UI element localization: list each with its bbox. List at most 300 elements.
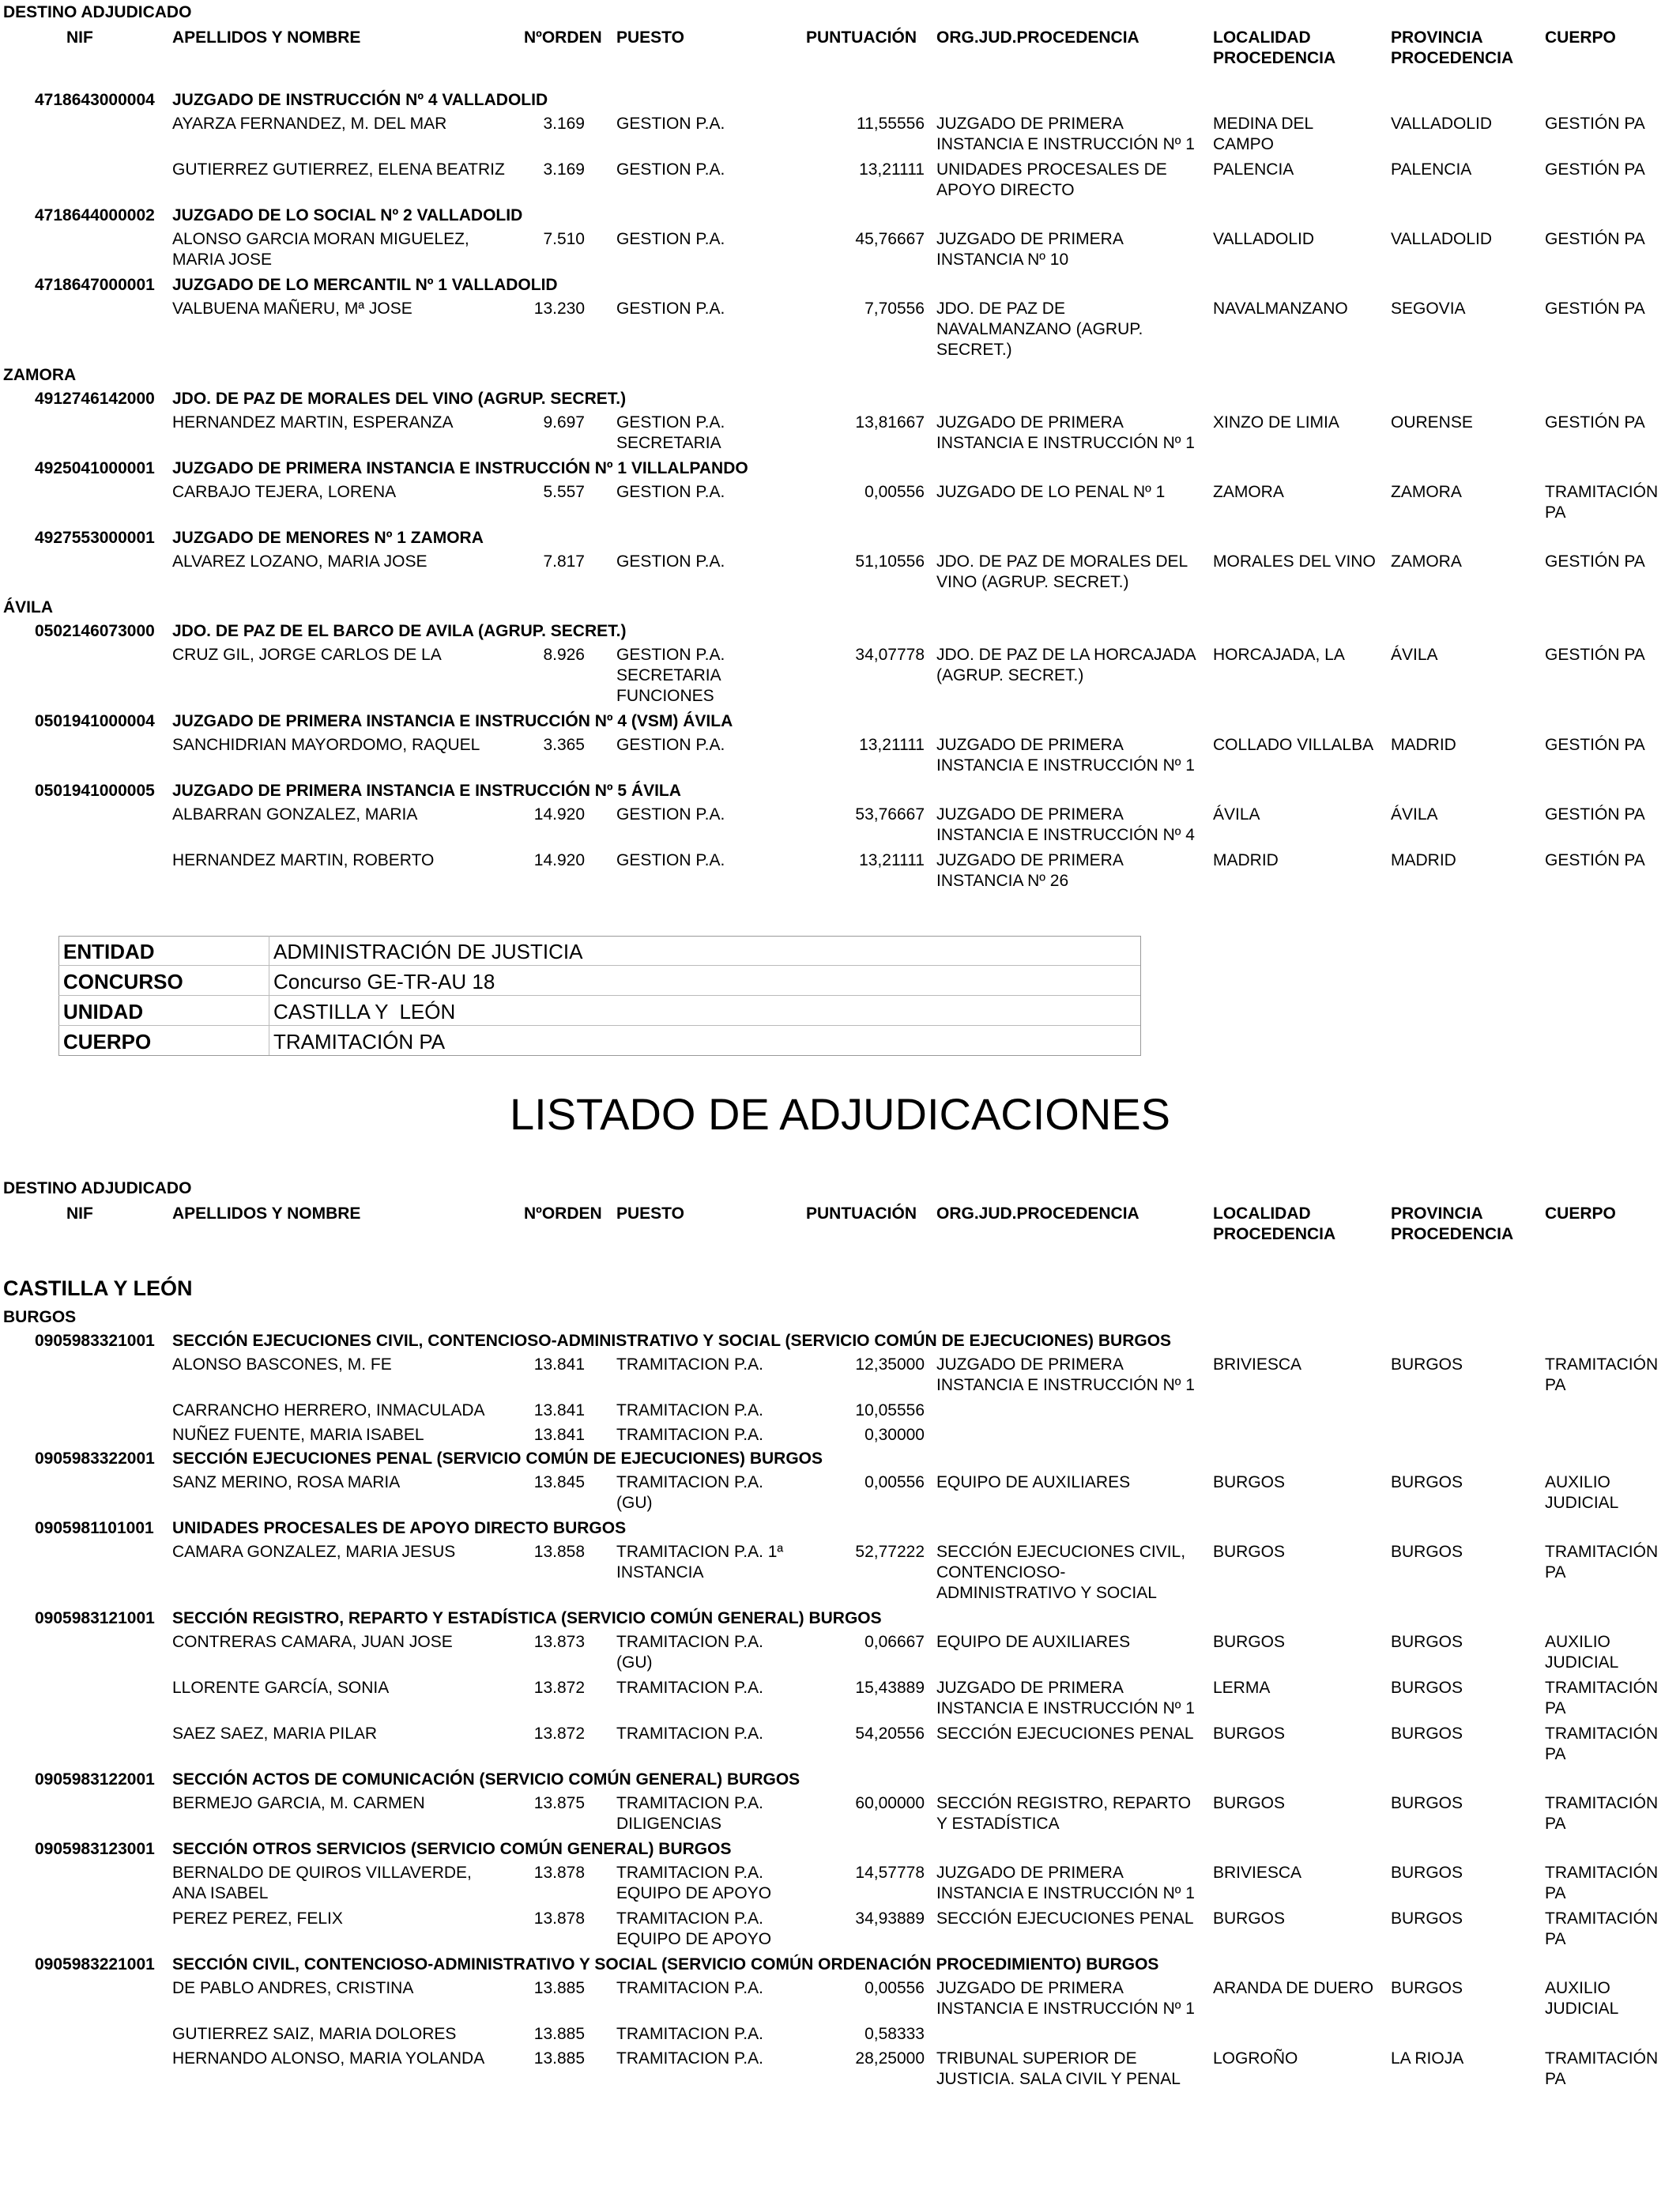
col-header-cuerpo: CUERPO: [1545, 28, 1616, 47]
sec2-table-row-puesto: TRAMITACION P.A.: [616, 1725, 763, 1743]
sec2-table-row-localidad: BURGOS: [1213, 1543, 1286, 1561]
sec2-table-row-puntuacion: 12,35000: [855, 1355, 925, 1374]
sec1-table-row-cuerpo: GESTIÓN PA: [1545, 851, 1645, 869]
sec1-table-row-puntuacion: 7,70556: [864, 300, 925, 318]
info-label-concurso: CONCURSO: [63, 970, 183, 993]
sec1-destino-code: 4718647000001: [35, 276, 155, 294]
sec1-table-row-cuerpo: GESTIÓN PA: [1545, 115, 1645, 133]
sec2-table-row-puntuacion: 60,00000: [855, 1794, 925, 1812]
sec1-table-row-localidad: XINZO DE LIMIA: [1213, 413, 1339, 432]
info-box-rule-1: [58, 965, 1140, 966]
sec1-table-row-org: UNIDADES PROCESALES DE: [936, 160, 1167, 179]
sec2-table-row-org: JUZGADO DE PRIMERA: [936, 1679, 1124, 1697]
sec1-table-row-nombre: ALBARRAN GONZALEZ, MARIA: [172, 805, 418, 824]
sec2-table-row-cuerpo: PA: [1545, 1815, 1566, 1833]
sec1-table-row-provincia: MADRID: [1391, 736, 1456, 754]
sec2-destino-name: SECCIÓN OTROS SERVICIOS (SERVICIO COMÚN GENERAL) BURGOS: [172, 1840, 732, 1858]
sec2-table-row-orden: 13.885: [533, 1979, 585, 1997]
sec2-table-row-localidad: BURGOS: [1213, 1725, 1286, 1743]
sec2-table-row-cuerpo: TRAMITACIÓN: [1545, 1864, 1659, 1882]
sec1-table-row-org: VINO (AGRUP. SECRET.): [936, 573, 1129, 591]
col-header-localidad-b2: PROCEDENCIA: [1213, 1225, 1336, 1243]
info-value-entidad: ADMINISTRACIÓN DE JUSTICIA: [273, 940, 583, 963]
sec2-table-row-cuerpo: TRAMITACIÓN: [1545, 1679, 1659, 1697]
page-title: LISTADO DE ADJUDICACIONES: [509, 1089, 1170, 1139]
sec1-table-row-puesto: GESTION P.A.: [616, 646, 725, 664]
sec2-table-row-puntuacion: 15,43889: [855, 1679, 925, 1697]
sec2-table-row-org: CONTENCIOSO-: [936, 1563, 1066, 1581]
sec2-table-row-nombre: GUTIERREZ SAIZ, MARIA DOLORES: [172, 2025, 457, 2043]
info-box-rule-3: [58, 1025, 1140, 1026]
sec1-table-row-puntuacion: 53,76667: [855, 805, 925, 824]
sec1-table-row-puntuacion: 0,00556: [864, 483, 925, 501]
sec1-table-row-orden: 7.510: [543, 230, 585, 248]
sec1-table-row-nombre: ALONSO GARCIA MORAN MIGUELEZ,: [172, 230, 469, 248]
sec2-table-row-nombre: CARRANCHO HERRERO, INMACULADA: [172, 1401, 485, 1419]
sec2-table-row-cuerpo: JUDICIAL: [1545, 2000, 1619, 2018]
sec2-destino-code: 0905983121001: [35, 1609, 155, 1627]
sec2-table-row-org: JUZGADO DE PRIMERA: [936, 1864, 1124, 1882]
destino-header: DESTINO ADJUDICADO: [3, 3, 192, 21]
sec1-table-row-puntuacion: 13,21111: [859, 851, 925, 869]
sec2-table-row-provincia: LA RIOJA: [1391, 2049, 1464, 2068]
sec1-table-row-cuerpo: GESTIÓN PA: [1545, 230, 1645, 248]
sec1-destino-code: 4718644000002: [35, 206, 155, 224]
sec2-table-row-puesto: (GU): [616, 1653, 653, 1672]
sec1-table-row-org: JUZGADO DE PRIMERA: [936, 736, 1124, 754]
sec2-table-row-orden: 13.885: [533, 2025, 585, 2043]
sec1-table-row-provincia: ZAMORA: [1391, 483, 1462, 501]
sec1-table-row-org: JUZGADO DE PRIMERA: [936, 230, 1124, 248]
sec1-table-row-orden: 8.926: [543, 646, 585, 664]
sec2-table-row-cuerpo: TRAMITACIÓN: [1545, 2049, 1659, 2068]
sec1-table-row-nombre: GUTIERREZ GUTIERREZ, ELENA BEATRIZ: [172, 160, 505, 179]
sec1-province-heading: ZAMORA: [3, 366, 77, 384]
sec2-table-row-org: SECCIÓN EJECUCIONES PENAL: [936, 1725, 1194, 1743]
sec1-table-row-cuerpo: GESTIÓN PA: [1545, 646, 1645, 664]
sec2-table-row-localidad: BURGOS: [1213, 1633, 1286, 1651]
sec1-table-row-provincia: VALLADOLID: [1391, 230, 1492, 248]
sec2-destino-code: 0905983322001: [35, 1449, 155, 1468]
sec2-table-row-puntuacion: 54,20556: [855, 1725, 925, 1743]
sec2-table-row-provincia: BURGOS: [1391, 1909, 1463, 1928]
sec1-table-row-nombre: HERNANDEZ MARTIN, ESPERANZA: [172, 413, 454, 432]
col-header-norden: NºORDEN: [524, 28, 602, 47]
sec1-table-row-localidad: NAVALMANZANO: [1213, 300, 1348, 318]
col-header-provincia: PROVINCIA: [1391, 28, 1483, 47]
sec1-table-row-orden: 5.557: [543, 483, 585, 501]
sec1-table-row-puesto: GESTION P.A.: [616, 851, 725, 869]
sec1-table-row-org: INSTANCIA Nº 26: [936, 872, 1069, 890]
sec1-table-row-localidad: CAMPO: [1213, 135, 1275, 153]
sec2-destino-name: SECCIÓN REGISTRO, REPARTO Y ESTADÍSTICA (SERVICIO COMÚN GENERAL) BURGOS: [172, 1609, 882, 1627]
col-header-norden-2: NºORDEN: [524, 1204, 602, 1223]
sec2-table-row-localidad: LOGROÑO: [1213, 2049, 1298, 2068]
sec2-table-row-nombre: ANA ISABEL: [172, 1884, 269, 1902]
sec2-table-row-org: EQUIPO DE AUXILIARES: [936, 1633, 1131, 1651]
info-value-concurso: Concurso GE-TR-AU 18: [273, 970, 495, 993]
sec1-table-row-cuerpo: TRAMITACIÓN: [1545, 483, 1659, 501]
sec2-table-row-nombre: HERNANDO ALONSO, MARIA YOLANDA: [172, 2049, 485, 2068]
sec1-table-row-puntuacion: 45,76667: [855, 230, 925, 248]
sec2-table-row-puntuacion: 0,00556: [864, 1473, 925, 1491]
sec1-table-row-org: SECRET.): [936, 341, 1012, 359]
sec1-table-row-cuerpo: GESTIÓN PA: [1545, 736, 1645, 754]
sec2-table-row-puesto: EQUIPO DE APOYO: [616, 1930, 772, 1948]
sec2-table-row-nombre: DE PABLO ANDRES, CRISTINA: [172, 1979, 414, 1997]
sec2-table-row-localidad: BURGOS: [1213, 1909, 1286, 1928]
sec2-table-row-puesto: TRAMITACION P.A.: [616, 1864, 763, 1882]
sec1-table-row-cuerpo: GESTIÓN PA: [1545, 805, 1645, 824]
sec2-table-row-puntuacion: 10,05556: [855, 1401, 925, 1419]
sec1-table-row-provincia: MADRID: [1391, 851, 1456, 869]
sec1-destino-code: 4718643000004: [35, 91, 155, 109]
sec1-table-row-localidad: ZAMORA: [1213, 483, 1284, 501]
info-value-unidad: CASTILLA Y LEÓN: [273, 1000, 456, 1023]
sec2-table-row-cuerpo: AUXILIO: [1545, 1979, 1610, 1997]
sec1-table-row-puesto: GESTION P.A.: [616, 552, 725, 571]
col-header-puntuacion-2: PUNTUACIÓN: [806, 1204, 917, 1223]
sec1-table-row-puesto: GESTION P.A.: [616, 115, 725, 133]
sec1-table-row-provincia: PALENCIA: [1391, 160, 1472, 179]
sec1-table-row-orden: 7.817: [543, 552, 585, 571]
sec2-table-row-puesto: TRAMITACION P.A.: [616, 1679, 763, 1697]
sec2-table-row-cuerpo: PA: [1545, 1745, 1566, 1763]
sec2-table-row-localidad: ARANDA DE DUERO: [1213, 1979, 1374, 1997]
sec2-table-row-puntuacion: 28,25000: [855, 2049, 925, 2068]
sec2-table-row-puesto: DILIGENCIAS: [616, 1815, 722, 1833]
sec2-table-row-org: INSTANCIA E INSTRUCCIÓN Nº 1: [936, 2000, 1195, 2018]
sec1-table-row-nombre: HERNANDEZ MARTIN, ROBERTO: [172, 851, 435, 869]
sec2-table-row-cuerpo: PA: [1545, 1884, 1566, 1902]
sec2-table-row-puesto: TRAMITACION P.A.: [616, 1426, 763, 1444]
sec2-table-row-nombre: ALONSO BASCONES, M. FE: [172, 1355, 392, 1374]
sec2-destino-code: 0905983321001: [35, 1332, 155, 1350]
sec1-table-row-puesto: GESTION P.A.: [616, 483, 725, 501]
sec1-destino-name: JDO. DE PAZ DE MORALES DEL VINO (AGRUP. SECRET.): [172, 390, 627, 408]
sec1-table-row-puesto: SECRETARIA: [616, 666, 721, 684]
sec2-destino-name: SECCIÓN ACTOS DE COMUNICACIÓN (SERVICIO COMÚN GENERAL) BURGOS: [172, 1770, 800, 1789]
sec1-table-row-orden: 3.169: [543, 160, 585, 179]
sec1-table-row-org: INSTANCIA Nº 10: [936, 251, 1069, 269]
sec2-table-row-cuerpo: AUXILIO: [1545, 1473, 1610, 1491]
sec2-table-row-puesto: EQUIPO DE APOYO: [616, 1884, 772, 1902]
sec1-table-row-org: NAVALMANZANO (AGRUP.: [936, 320, 1143, 338]
col-header-nif-2: NIF: [66, 1204, 93, 1223]
sec2-destino-code: 0905981101001: [35, 1519, 154, 1537]
sec1-table-row-org: INSTANCIA E INSTRUCCIÓN Nº 1: [936, 434, 1195, 452]
sec2-table-row-nombre: CONTRERAS CAMARA, JUAN JOSE: [172, 1633, 453, 1651]
sec1-table-row-cuerpo: GESTIÓN PA: [1545, 300, 1645, 318]
sec1-table-row-provincia: ÁVILA: [1391, 646, 1438, 664]
sec1-table-row-nombre: AYARZA FERNANDEZ, M. DEL MAR: [172, 115, 447, 133]
sec1-table-row-org: JUZGADO DE PRIMERA: [936, 805, 1124, 824]
sec2-table-row-orden: 13.885: [533, 2049, 585, 2068]
info-value-cuerpo: TRAMITACIÓN PA: [273, 1030, 446, 1054]
info-box: [58, 936, 1141, 1056]
sec1-table-row-nombre: SANCHIDRIAN MAYORDOMO, RAQUEL: [172, 736, 480, 754]
sec2-table-row-orden: 13.841: [533, 1401, 585, 1419]
sec1-destino-code: 0501941000004: [35, 712, 155, 730]
col-header-nombre: APELLIDOS Y NOMBRE: [172, 28, 361, 47]
sec2-table-row-cuerpo: TRAMITACIÓN: [1545, 1355, 1659, 1374]
sec1-table-row-localidad: MADRID: [1213, 851, 1279, 869]
sec1-table-row-org: (AGRUP. SECRET.): [936, 666, 1084, 684]
sec2-table-row-orden: 13.878: [533, 1909, 585, 1928]
sec1-table-row-orden: 14.920: [533, 851, 585, 869]
col-header-provincia-2: PROCEDENCIA: [1391, 49, 1514, 67]
sec2-table-row-localidad: LERMA: [1213, 1679, 1271, 1697]
sec1-table-row-localidad: ÁVILA: [1213, 805, 1260, 824]
sec2-table-row-puesto: TRAMITACION P.A.: [616, 1909, 763, 1928]
sec2-table-row-cuerpo: PA: [1545, 1930, 1566, 1948]
sec2-table-row-cuerpo: AUXILIO: [1545, 1633, 1610, 1651]
sec2-table-row-org: JUSTICIA. SALA CIVIL Y PENAL: [936, 2070, 1181, 2088]
sec2-table-row-orden: 13.878: [533, 1864, 585, 1882]
sec2-table-row-cuerpo: TRAMITACIÓN: [1545, 1794, 1659, 1812]
sec1-province-heading: ÁVILA: [3, 598, 53, 616]
sec1-destino-code: 4925041000001: [35, 459, 155, 477]
sec1-table-row-puntuacion: 13,21111: [859, 160, 925, 179]
sec2-table-row-nombre: CAMARA GONZALEZ, MARIA JESUS: [172, 1543, 456, 1561]
sec1-destino-name: JUZGADO DE PRIMERA INSTANCIA E INSTRUCCIÓN Nº 1 VILLALPANDO: [172, 459, 748, 477]
sec2-table-row-provincia: BURGOS: [1391, 1633, 1463, 1651]
col-header-puntuacion: PUNTUACIÓN: [806, 28, 917, 47]
sec2-table-row-org: INSTANCIA E INSTRUCCIÓN Nº 1: [936, 1699, 1195, 1717]
sec1-table-row-puesto: GESTION P.A.: [616, 736, 725, 754]
col-header-provincia-b2: PROCEDENCIA: [1391, 1225, 1514, 1243]
col-header-nombre-2: APELLIDOS Y NOMBRE: [172, 1204, 361, 1223]
sec1-table-row-puntuacion: 11,55556: [856, 115, 925, 133]
sec1-table-row-nombre: MARIA JOSE: [172, 251, 273, 269]
sec1-table-row-org: INSTANCIA E INSTRUCCIÓN Nº 1: [936, 756, 1195, 775]
sec2-table-row-org: JUZGADO DE PRIMERA: [936, 1355, 1124, 1374]
sec1-table-row-org: JDO. DE PAZ DE MORALES DEL: [936, 552, 1188, 571]
sec2-table-row-cuerpo: TRAMITACIÓN: [1545, 1543, 1659, 1561]
sec2-table-row-provincia: BURGOS: [1391, 1543, 1463, 1561]
sec1-table-row-puntuacion: 51,10556: [855, 552, 925, 571]
sec1-table-row-puesto: FUNCIONES: [616, 687, 714, 705]
sec2-table-row-orden: 13.841: [533, 1426, 585, 1444]
sec1-table-row-org: INSTANCIA E INSTRUCCIÓN Nº 4: [936, 826, 1195, 844]
sec2-table-row-cuerpo: PA: [1545, 1376, 1566, 1394]
sec1-table-row-org: JUZGADO DE PRIMERA: [936, 851, 1124, 869]
sec1-table-row-localidad: COLLADO VILLALBA: [1213, 736, 1374, 754]
sec2-destino-code: 0905983122001: [35, 1770, 155, 1789]
sec2-table-row-orden: 13.873: [533, 1633, 585, 1651]
sec2-table-row-org: Y ESTADÍSTICA: [936, 1815, 1060, 1833]
sec1-table-row-localidad: VALLADOLID: [1213, 230, 1314, 248]
sec1-table-row-cuerpo: GESTIÓN PA: [1545, 552, 1645, 571]
sec2-table-row-puntuacion: 0,06667: [864, 1633, 925, 1651]
sec2-table-row-nombre: LLORENTE GARCÍA, SONIA: [172, 1679, 390, 1697]
sec1-destino-name: JUZGADO DE LO SOCIAL Nº 2 VALLADOLID: [172, 206, 523, 224]
sec1-table-row-org: JDO. DE PAZ DE LA HORCAJADA: [936, 646, 1196, 664]
sec2-table-row-orden: 13.845: [533, 1473, 585, 1491]
col-header-puesto-2: PUESTO: [616, 1204, 684, 1223]
info-label-cuerpo: CUERPO: [63, 1030, 152, 1054]
sec1-table-row-puesto: GESTION P.A.: [616, 805, 725, 824]
sec1-table-row-localidad: MORALES DEL VINO: [1213, 552, 1376, 571]
sec2-table-row-puesto: TRAMITACION P.A.: [616, 1401, 763, 1419]
sec2-table-row-puesto: TRAMITACION P.A.: [616, 1473, 763, 1491]
sec2-table-row-puntuacion: 0,00556: [864, 1979, 925, 1997]
sec1-table-row-orden: 3.169: [543, 115, 585, 133]
sec2-table-row-localidad: BURGOS: [1213, 1794, 1286, 1812]
region-title: CASTILLA Y LEÓN: [3, 1276, 193, 1300]
sec2-table-row-org: SECCIÓN EJECUCIONES PENAL: [936, 1909, 1194, 1928]
sec1-table-row-provincia: ÁVILA: [1391, 805, 1438, 824]
sec2-table-row-org: SECCIÓN REGISTRO, REPARTO: [936, 1794, 1192, 1812]
sec2-table-row-puntuacion: 14,57778: [855, 1864, 925, 1882]
sec1-table-row-puntuacion: 34,07778: [855, 646, 925, 664]
sec2-table-row-provincia: BURGOS: [1391, 1794, 1463, 1812]
sec2-table-row-cuerpo: PA: [1545, 1563, 1566, 1581]
sec1-destino-name: JUZGADO DE PRIMERA INSTANCIA E INSTRUCCIÓN Nº 5 ÁVILA: [172, 782, 681, 800]
sec2-table-row-org: JUZGADO DE PRIMERA: [936, 1979, 1124, 1997]
sec1-destino-name: JUZGADO DE LO MERCANTIL Nº 1 VALLADOLID: [172, 276, 558, 294]
sec2-table-row-puesto: TRAMITACION P.A.: [616, 1355, 763, 1374]
sec2-destino-name: SECCIÓN CIVIL, CONTENCIOSO-ADMINISTRATIVO Y SOCIAL (SERVICIO COMÚN ORDENACIÓN PROCEDIMIENTO) BURGOS: [172, 1955, 1159, 1973]
col-header-localidad-2: PROCEDENCIA: [1213, 49, 1336, 67]
sec1-table-row-nombre: ALVAREZ LOZANO, MARIA JOSE: [172, 552, 428, 571]
col-header-org-2: ORG.JUD.PROCEDENCIA: [936, 1204, 1139, 1223]
sec2-table-row-cuerpo: JUDICIAL: [1545, 1494, 1619, 1512]
sec1-table-row-puesto: GESTION P.A.: [616, 300, 725, 318]
sec1-table-row-provincia: OURENSE: [1391, 413, 1473, 432]
sec2-table-row-localidad: BRIVIESCA: [1213, 1864, 1302, 1882]
col-header-org: ORG.JUD.PROCEDENCIA: [936, 28, 1139, 47]
sec1-table-row-cuerpo: GESTIÓN PA: [1545, 413, 1645, 432]
col-header-provincia-b: PROVINCIA: [1391, 1204, 1483, 1223]
sec1-table-row-provincia: ZAMORA: [1391, 552, 1462, 571]
sec1-table-row-puesto: GESTION P.A.: [616, 230, 725, 248]
sec1-table-row-puntuacion: 13,81667: [855, 413, 925, 432]
sec2-destino-code: 0905983123001: [35, 1840, 155, 1858]
sec2-table-row-nombre: BERNALDO DE QUIROS VILLAVERDE,: [172, 1864, 472, 1882]
sec2-table-row-puesto: TRAMITACION P.A.: [616, 1633, 763, 1651]
sec1-table-row-provincia: SEGOVIA: [1391, 300, 1466, 318]
sec1-destino-name: JUZGADO DE INSTRUCCIÓN Nº 4 VALLADOLID: [172, 91, 548, 109]
sec1-table-row-nombre: VALBUENA MAÑERU, Mª JOSE: [172, 300, 412, 318]
col-header-puesto: PUESTO: [616, 28, 684, 47]
sec1-table-row-org: INSTANCIA E INSTRUCCIÓN Nº 1: [936, 135, 1195, 153]
sec2-table-row-orden: 13.872: [533, 1679, 585, 1697]
sec1-table-row-cuerpo: PA: [1545, 503, 1566, 522]
sec2-table-row-org: ADMINISTRATIVO Y SOCIAL: [936, 1584, 1157, 1602]
sec2-table-row-puesto: TRAMITACION P.A.: [616, 2025, 763, 2043]
sec2-table-row-org: SECCIÓN EJECUCIONES CIVIL,: [936, 1543, 1186, 1561]
sec2-table-row-provincia: BURGOS: [1391, 1725, 1463, 1743]
sec2-table-row-cuerpo: PA: [1545, 1699, 1566, 1717]
sec2-table-row-provincia: BURGOS: [1391, 1355, 1463, 1374]
sec1-table-row-provincia: VALLADOLID: [1391, 115, 1492, 133]
sec2-table-row-provincia: BURGOS: [1391, 1979, 1463, 1997]
sec1-destino-code: 4912746142000: [35, 390, 155, 408]
sec1-table-row-nombre: CRUZ GIL, JORGE CARLOS DE LA: [172, 646, 442, 664]
sec1-table-row-orden: 3.365: [543, 736, 585, 754]
sec1-table-row-puesto: GESTION P.A.: [616, 413, 725, 432]
sec1-table-row-nombre: CARBAJO TEJERA, LORENA: [172, 483, 397, 501]
sec2-table-row-orden: 13.872: [533, 1725, 585, 1743]
sec1-table-row-orden: 13.230: [533, 300, 585, 318]
col-header-cuerpo-2: CUERPO: [1545, 1204, 1616, 1223]
sec2-table-row-org: INSTANCIA E INSTRUCCIÓN Nº 1: [936, 1884, 1195, 1902]
col-header-nif: NIF: [66, 28, 93, 47]
sec1-table-row-localidad: HORCAJADA, LA: [1213, 646, 1345, 664]
destino-header-2: DESTINO ADJUDICADO: [3, 1179, 192, 1197]
sec2-table-row-puesto: INSTANCIA: [616, 1563, 704, 1581]
sec2-table-row-cuerpo: TRAMITACIÓN: [1545, 1909, 1659, 1928]
sec2-destino-code: 0905983221001: [35, 1955, 155, 1973]
col-header-localidad: LOCALIDAD: [1213, 28, 1311, 47]
sec1-table-row-org: JUZGADO DE PRIMERA: [936, 115, 1124, 133]
sec2-table-row-orden: 13.875: [533, 1794, 585, 1812]
sec1-table-row-localidad: PALENCIA: [1213, 160, 1294, 179]
info-box-rule-2: [58, 995, 1140, 996]
sec2-table-row-localidad: BRIVIESCA: [1213, 1355, 1302, 1374]
sec1-table-row-puesto: GESTION P.A.: [616, 160, 725, 179]
sec1-destino-name: JUZGADO DE MENORES Nº 1 ZAMORA: [172, 529, 484, 547]
sec2-table-row-puntuacion: 0,58333: [864, 2025, 925, 2043]
sec2-table-row-org: TRIBUNAL SUPERIOR DE: [936, 2049, 1137, 2068]
sec2-table-row-orden: 13.858: [533, 1543, 585, 1561]
sec2-table-row-puesto: TRAMITACION P.A.: [616, 2049, 763, 2068]
sec2-table-row-cuerpo: PA: [1545, 2070, 1566, 2088]
sec2-table-row-puntuacion: 52,77222: [855, 1543, 925, 1561]
sec2-table-row-puntuacion: 34,93889: [855, 1909, 925, 1928]
sec1-table-row-org: JUZGADO DE PRIMERA: [936, 413, 1124, 432]
sec1-table-row-localidad: MEDINA DEL: [1213, 115, 1314, 133]
sec2-table-row-cuerpo: TRAMITACIÓN: [1545, 1725, 1659, 1743]
col-header-localidad-b: LOCALIDAD: [1213, 1204, 1311, 1223]
sec2-table-row-orden: 13.841: [533, 1355, 585, 1374]
sec1-table-row-cuerpo: GESTIÓN PA: [1545, 160, 1645, 179]
sec2-table-row-org: EQUIPO DE AUXILIARES: [936, 1473, 1131, 1491]
sec2-table-row-puesto: TRAMITACION P.A.: [616, 1794, 763, 1812]
sec1-table-row-org: JDO. DE PAZ DE: [936, 300, 1065, 318]
sec2-table-row-nombre: SANZ MERINO, ROSA MARIA: [172, 1473, 401, 1491]
sec2-table-row-nombre: PEREZ PEREZ, FELIX: [172, 1909, 343, 1928]
sec2-table-row-org: INSTANCIA E INSTRUCCIÓN Nº 1: [936, 1376, 1195, 1394]
sec1-table-row-puesto: SECRETARIA: [616, 434, 721, 452]
sec1-destino-name: JUZGADO DE PRIMERA INSTANCIA E INSTRUCCIÓN Nº 4 (VSM) ÁVILA: [172, 712, 733, 730]
info-label-entidad: ENTIDAD: [63, 940, 155, 963]
info-label-unidad: UNIDAD: [63, 1000, 144, 1023]
sec1-destino-code: 0501941000005: [35, 782, 155, 800]
sec2-table-row-puntuacion: 0,30000: [864, 1426, 925, 1444]
sec2-table-row-localidad: BURGOS: [1213, 1473, 1286, 1491]
sec2-destino-name: SECCIÓN EJECUCIONES PENAL (SERVICIO COMÚN DE EJECUCIONES) BURGOS: [172, 1449, 823, 1468]
sec2-table-row-nombre: SAEZ SAEZ, MARIA PILAR: [172, 1725, 378, 1743]
sec2-table-row-cuerpo: JUDICIAL: [1545, 1653, 1619, 1672]
sec1-destino-code: 4927553000001: [35, 529, 155, 547]
sec2-table-row-puesto: TRAMITACION P.A. 1ª: [616, 1543, 784, 1561]
sec2-province-heading: BURGOS: [3, 1308, 77, 1326]
sec1-destino-code: 0502146073000: [35, 622, 155, 640]
sec2-table-row-puesto: TRAMITACION P.A.: [616, 1979, 763, 1997]
sec2-table-row-provincia: BURGOS: [1391, 1864, 1463, 1882]
sec1-table-row-orden: 14.920: [533, 805, 585, 824]
sec2-table-row-provincia: BURGOS: [1391, 1679, 1463, 1697]
sec1-table-row-org: JUZGADO DE LO PENAL Nº 1: [936, 483, 1166, 501]
sec1-table-row-orden: 9.697: [543, 413, 585, 432]
sec1-destino-name: JDO. DE PAZ DE EL BARCO DE AVILA (AGRUP. SECRET.): [172, 622, 627, 640]
sec1-table-row-puntuacion: 13,21111: [859, 736, 925, 754]
sec1-table-row-org: APOYO DIRECTO: [936, 181, 1075, 199]
sec2-table-row-nombre: BERMEJO GARCIA, M. CARMEN: [172, 1794, 425, 1812]
sec2-table-row-puesto: (GU): [616, 1494, 653, 1512]
